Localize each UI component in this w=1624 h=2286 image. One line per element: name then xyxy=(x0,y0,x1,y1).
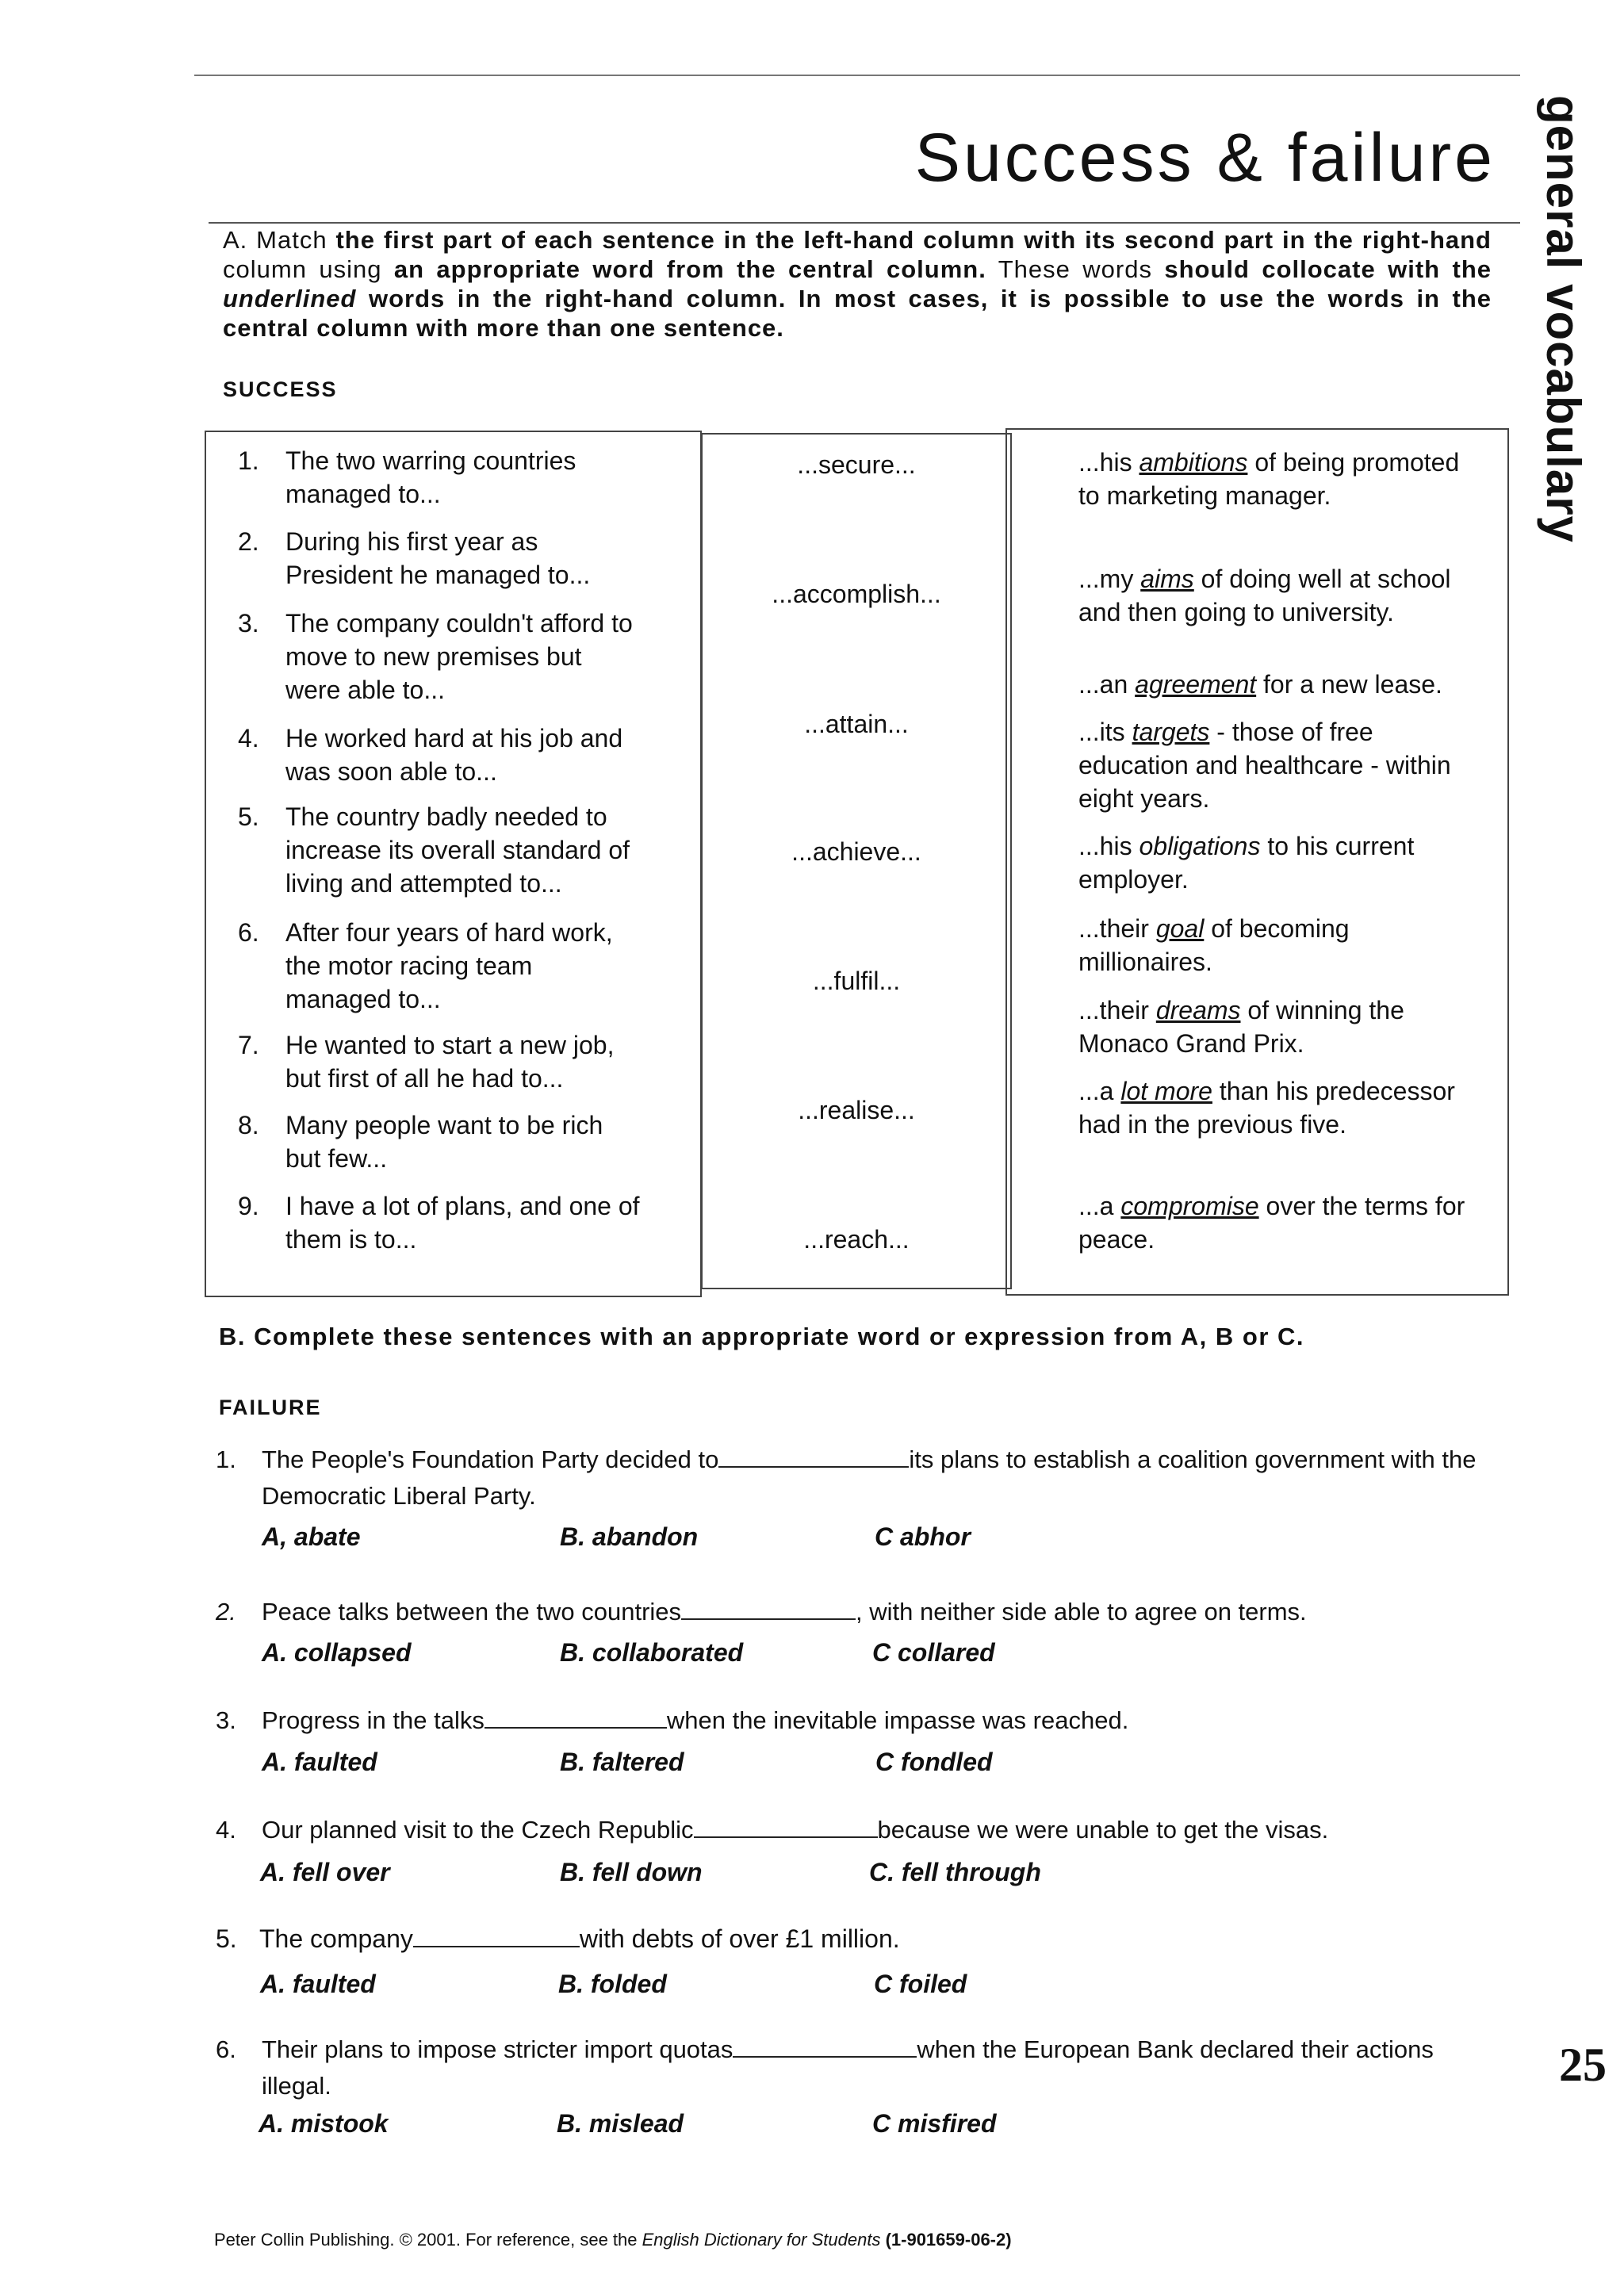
right-item-7: ...their dreams of winning the Monaco Grand Prix. xyxy=(1078,996,1404,1058)
q3-option-b[interactable]: B. faltered xyxy=(560,1748,684,1776)
answer-blank-1[interactable] xyxy=(718,1444,909,1468)
collocate-obligations: obligations xyxy=(1139,832,1261,860)
q4-option-a[interactable]: A. fell over xyxy=(260,1858,390,1886)
intro-italic: underlined xyxy=(223,285,357,312)
right-item-5: ...his obligations to his current employer. xyxy=(1078,832,1415,894)
failure-heading: FAILURE xyxy=(219,1396,322,1419)
answer-blank-5[interactable] xyxy=(413,1924,580,1947)
left-item-3: 3. The company couldn't afford to move to new premises but were able to... xyxy=(238,609,633,704)
middle-word-3: ...attain... xyxy=(804,710,909,738)
q2-option-c[interactable]: C collared xyxy=(872,1638,995,1667)
q4-option-b[interactable]: B. fell down xyxy=(560,1858,703,1886)
side-label-text: general vocabulary xyxy=(1537,95,1590,543)
q4-option-c[interactable]: C. fell through xyxy=(869,1858,1041,1886)
collocate-lot-more: lot more xyxy=(1120,1077,1212,1105)
right-item-2: ...my aims of doing well at school and then going to university. xyxy=(1078,565,1451,626)
middle-word-7: ...reach... xyxy=(803,1225,910,1254)
section-a-label: A. xyxy=(223,226,248,254)
q3-option-c[interactable]: C fondled xyxy=(875,1748,993,1776)
collocate-aims: aims xyxy=(1140,565,1194,593)
q6-option-b[interactable]: B. mislead xyxy=(557,2109,684,2138)
footer-text: Peter Collin Publishing. © 2001. For reference, see the xyxy=(214,2230,642,2250)
left-item-1: 1. The two warring countries managed to... xyxy=(238,446,576,508)
footer-title: English Dictionary for Students xyxy=(642,2230,881,2250)
intro-bold-2: an appropriate word from the central column. xyxy=(393,255,986,283)
left-item-8: 8. Many people want to be rich but few... xyxy=(238,1111,603,1173)
q1-option-b[interactable]: B. abandon xyxy=(560,1522,699,1551)
collocate-ambitions: ambitions xyxy=(1139,448,1248,477)
left-item-6: 6. After four years of hard work, the motor racing team managed to... xyxy=(238,918,613,1013)
question-3: 3. Progress in the talks when the inevitable impasse was reached. xyxy=(216,1706,1129,1734)
q6-option-a[interactable]: A. mistook xyxy=(259,2109,389,2138)
right-item-9: ...a compromise over the terms for peace. xyxy=(1078,1192,1465,1254)
section-b-instructions: B. Complete these sentences with an appropriate word or expression from A, B or C. xyxy=(219,1323,1304,1350)
answer-blank-3[interactable] xyxy=(485,1705,667,1729)
collocate-targets: targets xyxy=(1132,718,1210,746)
question-4: 4. Our planned visit to the Czech Republic because we were unable to get the visas. xyxy=(216,1816,1329,1844)
side-label xyxy=(1529,95,1608,571)
left-item-9: 9. I have a lot of plans, and one of them is to... xyxy=(238,1192,640,1254)
right-item-8: ...a lot more than his predecessor had in the previous five. xyxy=(1078,1077,1455,1139)
answer-blank-6[interactable] xyxy=(733,2034,917,2058)
q6-option-c[interactable]: C misfired xyxy=(872,2109,997,2138)
right-item-6: ...their goal of becoming millionaires. xyxy=(1078,914,1350,976)
collocate-goal: goal xyxy=(1155,914,1205,943)
answer-blank-4[interactable] xyxy=(694,1814,878,1838)
collocate-compromise: compromise xyxy=(1120,1192,1259,1220)
collocate-dreams: dreams xyxy=(1155,996,1241,1024)
middle-word-4: ...achieve... xyxy=(791,837,921,866)
title-rule xyxy=(209,222,1520,224)
right-item-3: ...an agreement for a new lease. xyxy=(1078,670,1442,699)
intro-bold-1: the first part of each sentence in the left-hand column with its second part in the right-hand xyxy=(335,226,1492,254)
right-item-4: ...its targets - those of free education and healthcare - within eight years. xyxy=(1078,718,1451,813)
left-item-7: 7. He wanted to start a new job, but first of all he had to... xyxy=(238,1031,615,1093)
intro-bold-4: words in the right-hand column. In most cases, it is possible to use the words in the central column with more than one sentence. xyxy=(223,285,1492,342)
intro-bold-3: should collocate with the xyxy=(1164,255,1492,283)
intro-part-1: Match xyxy=(256,226,336,254)
success-heading: SUCCESS xyxy=(223,377,338,401)
question-2: 2. Peace talks between the two countries , with neither side able to agree on terms. xyxy=(216,1598,1307,1625)
q1-option-a[interactable]: A, abate xyxy=(262,1522,361,1551)
q5-option-b[interactable]: B. folded xyxy=(558,1970,667,1998)
left-item-5: 5. The country badly needed to increase its overall standard of living and attempted to... xyxy=(238,802,630,898)
intro-part-3: These words xyxy=(986,255,1165,283)
middle-word-6: ...realise... xyxy=(798,1096,915,1124)
q1-option-c[interactable]: C abhor xyxy=(875,1522,971,1551)
middle-word-1: ...secure... xyxy=(797,450,916,479)
page-title: Success & failure xyxy=(914,120,1496,196)
question-5: 5. The company with debts of over £1 million. xyxy=(216,1924,900,1953)
section-a-instructions xyxy=(223,225,1492,343)
question-1: 1. The People's Foundation Party decided to its plans to establish a coalition government with the Democratic Liberal Party. xyxy=(216,1446,1477,1510)
top-rule xyxy=(194,75,1520,76)
middle-word-2: ...accomplish... xyxy=(772,580,941,608)
page-number: 25 xyxy=(1559,2039,1607,2091)
q5-option-a[interactable]: A. faulted xyxy=(260,1970,376,1998)
q5-option-c[interactable]: C foiled xyxy=(874,1970,967,1998)
left-item-4: 4. He worked hard at his job and was soon able to... xyxy=(238,724,623,786)
answer-blank-2[interactable] xyxy=(681,1596,856,1620)
intro-part-2: column using xyxy=(223,255,394,283)
collocate-agreement: agreement xyxy=(1135,670,1257,699)
footer-isbn: (1-901659-06-2) xyxy=(885,2230,1012,2250)
right-item-1: ...his ambitions of being promoted to marketing manager. xyxy=(1078,448,1460,510)
left-item-2: 2. During his first year as President he managed to... xyxy=(238,527,591,589)
footer xyxy=(214,2230,1012,2250)
q2-option-b[interactable]: B. collaborated xyxy=(560,1638,744,1667)
q3-option-a[interactable]: A. faulted xyxy=(262,1748,377,1776)
question-6: 6. Their plans to impose stricter import quotas when the European Bank declared their actions illegal. xyxy=(216,2035,1434,2100)
q2-option-a[interactable]: A. collapsed xyxy=(262,1638,412,1667)
middle-word-5: ...fulfil... xyxy=(812,967,901,995)
